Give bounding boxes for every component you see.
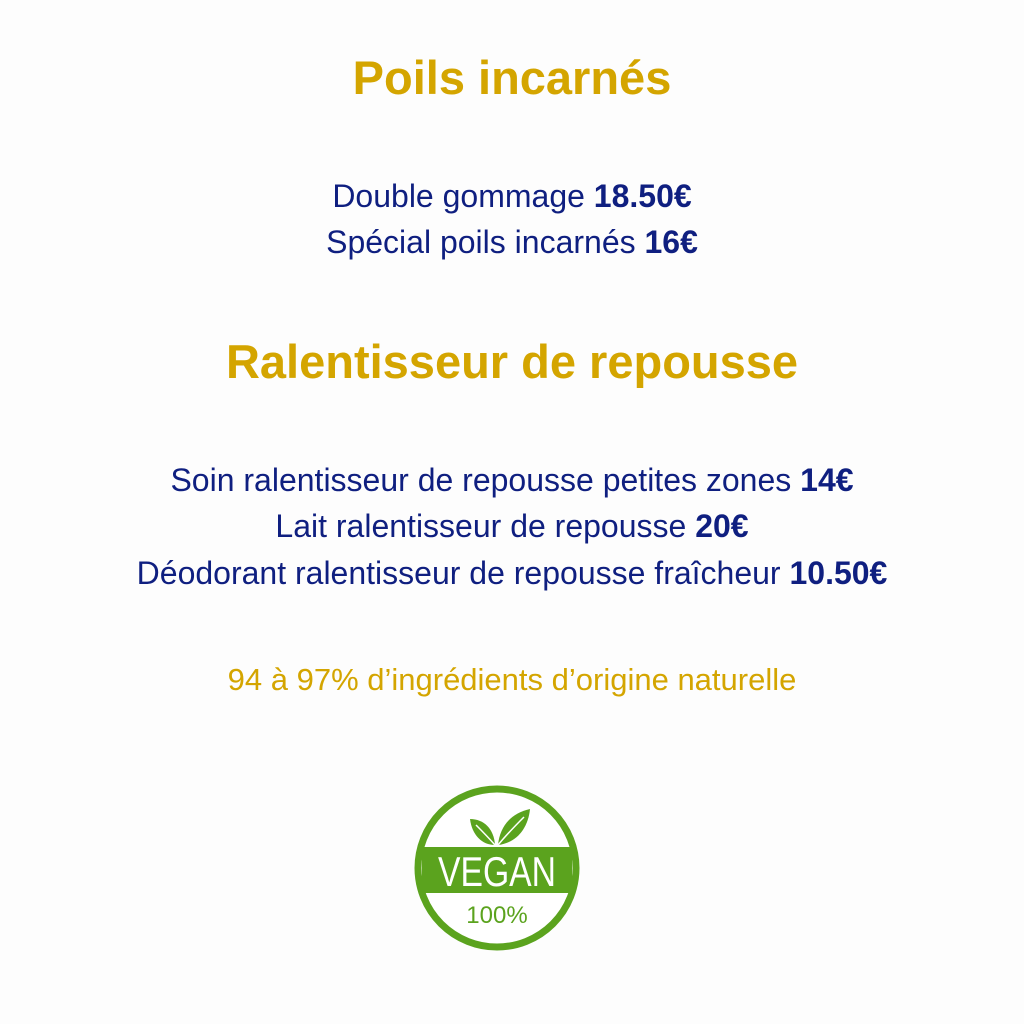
price-item	[0, 457, 1024, 503]
item-name: Soin ralentisseur de repousse petites zones	[170, 462, 792, 498]
item-price: 16€	[644, 224, 698, 260]
natural-ingredients-tagline: 94 à 97% d’ingrédients d’origine naturelle	[227, 662, 797, 697]
badge-percent: 100%	[466, 902, 528, 929]
section-title-ralentisseur: Ralentisseur de repousse	[225, 335, 799, 388]
item-name: Double gommage	[332, 178, 585, 214]
item-name: Lait ralentisseur de repousse	[275, 508, 687, 544]
item-name: Spécial poils incarnés	[326, 224, 636, 260]
item-price: 14€	[800, 462, 854, 498]
price-item	[0, 173, 1024, 219]
item-name: Déodorant ralentisseur de repousse fraîcheur	[136, 555, 781, 591]
item-price: 10.50€	[789, 555, 888, 591]
price-item	[0, 219, 1024, 265]
price-item	[0, 550, 1024, 596]
badge-label: VEGAN	[438, 848, 556, 895]
item-price: 18.50€	[593, 178, 692, 214]
price-item	[0, 503, 1024, 549]
section-title-poils-incarnes: Poils incarnés	[352, 51, 672, 104]
vegan-badge-icon	[412, 783, 582, 953]
item-price: 20€	[695, 508, 749, 544]
